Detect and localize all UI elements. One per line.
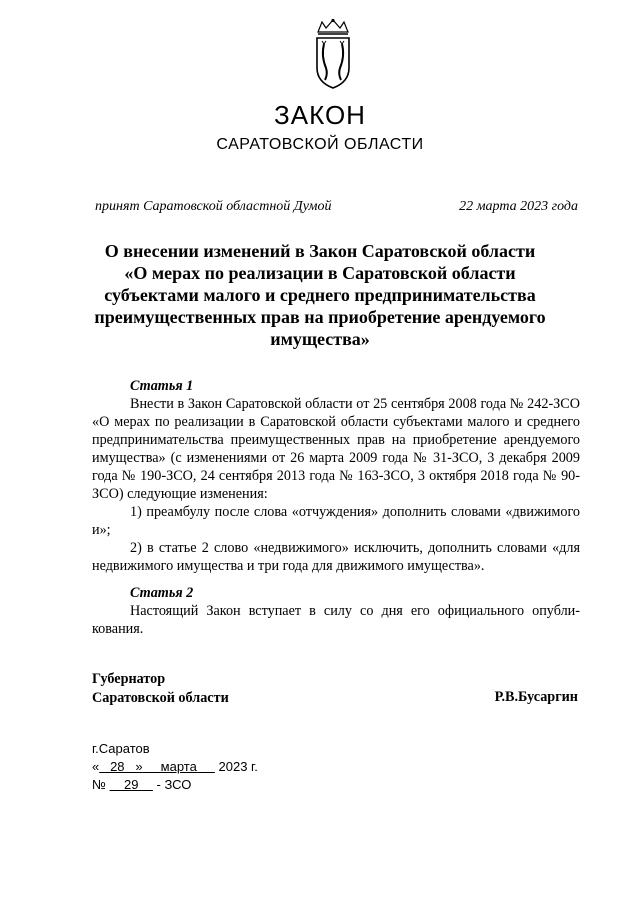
title-line: преимущественных прав на приобретение арендуемого — [94, 307, 546, 327]
registration-number — [92, 776, 258, 794]
title-line: «О мерах по реализации в Саратовской области — [124, 263, 516, 283]
article-1-paragraph: Внести в Закон Саратовской области от 25 сентября 2008 года № 242-ЗСО «О мерах по реализации в Саратовской области субъектами малого и среднего предпринимательства преимущественных прав на приобретение арендуемого имущества» (с изменениями от 26 марта 2009 года № 31-ЗСО, 3 декабря 2009 года № 190-ЗСО, 24 сентября 2013 года № 163-ЗСО, 3 октября 2018 года № 90-ЗСО) следующие изменения: — [92, 396, 580, 502]
signatory-title-line: Губернатор — [92, 671, 166, 687]
article-1-paragraph: 1) преамбулу после слова «отчуждения» дополнить словами «движимого и»; — [92, 504, 580, 538]
article-2 — [92, 584, 580, 638]
number-prefix: № — [92, 777, 110, 792]
article-1-heading: Статья 1 — [130, 378, 194, 394]
date-month: марта — [142, 759, 215, 774]
law-heading: ЗАКОН — [274, 100, 366, 130]
signatory-title-line: Саратовской области — [92, 690, 229, 706]
adoption-date: 22 марта 2023 года — [459, 199, 578, 214]
region-heading: САРАТОВСКОЙ ОБЛАСТИ — [216, 136, 424, 153]
date-open-quote: « — [92, 759, 100, 774]
city: г.Саратов — [92, 741, 150, 756]
registration-date — [92, 758, 258, 776]
number-value: 29 — [109, 777, 153, 792]
article-1 — [92, 377, 580, 575]
date-day: 28 » — [99, 759, 143, 774]
title-line: имущества» — [270, 329, 370, 349]
article-2-paragraph: Настоящий Закон вступает в силу со дня его официального опубликования. — [92, 603, 580, 637]
adopted-by: принят Саратовской областной Думой — [95, 199, 332, 214]
title-line: О внесении изменений в Закон Саратовской области — [104, 241, 536, 261]
number-suffix: - ЗСО — [152, 777, 192, 792]
saratov-coat-of-arms-icon — [312, 18, 354, 90]
registration-footer — [92, 740, 258, 794]
signatory-name: Р.В.Бусаргин — [494, 689, 578, 705]
article-2-heading: Статья 2 — [130, 585, 194, 601]
article-1-paragraph: 2) в статье 2 слово «недвижимого» исключить, дополнить словами «для недвижимого имущества и три года для движимого имущества». — [92, 540, 580, 574]
date-year: 2023 г. — [214, 759, 258, 774]
signatory-title — [92, 670, 229, 708]
law-title — [60, 240, 580, 350]
title-line: субъектами малого и среднего предпринимательства — [104, 285, 536, 305]
